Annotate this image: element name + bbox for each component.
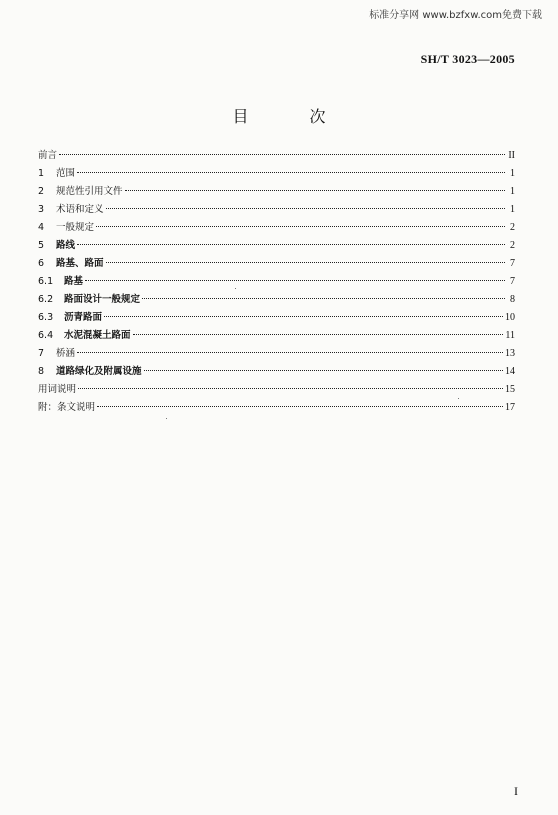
- dot-leader: [77, 352, 503, 353]
- dot-leader: [85, 280, 505, 281]
- toc-entry-number: 6.1: [38, 276, 54, 287]
- toc-entry-label: 规范性引用文件: [56, 186, 123, 197]
- toc-title: 目 次: [232, 107, 354, 126]
- toc-entry-number: 2: [38, 186, 45, 197]
- dot-leader: [59, 154, 505, 155]
- toc-entry-label: 范围: [56, 168, 76, 179]
- toc-entry-number: 4: [38, 222, 45, 233]
- toc-entry-page: 14: [505, 366, 515, 377]
- toc-entry-page: 13: [505, 348, 515, 359]
- watermark-text: 标准分享网 www.bzfxw.com免费下载: [369, 10, 542, 21]
- toc-entry-label: 一般规定: [56, 222, 95, 233]
- toc-entry-scope: [38, 165, 515, 183]
- dot-leader: [133, 334, 504, 335]
- toc-entry-number: 6.2: [38, 294, 54, 305]
- toc-entry-label: 前言: [38, 150, 58, 161]
- dot-leader: [106, 208, 505, 209]
- toc-entry-number: 8: [38, 366, 45, 377]
- toc-entry-number: 5: [38, 240, 45, 251]
- toc-entry-pavement-design: [38, 291, 515, 309]
- toc-entry-label: 用词说明: [38, 384, 77, 395]
- scan-speck: [235, 288, 236, 289]
- toc-entry-bridges-culverts: [38, 345, 515, 363]
- toc-entry-page: 15: [505, 384, 515, 395]
- page-number: I: [514, 784, 518, 798]
- toc-entry-clause-explanation: [38, 399, 515, 417]
- dot-leader: [125, 190, 505, 191]
- toc-entry-subgrade-pavement: [38, 255, 515, 273]
- toc-entry-foreword: [38, 147, 515, 165]
- toc-entry-subgrade: [38, 273, 515, 291]
- scan-speck: [458, 398, 459, 399]
- toc-entry-page: 7: [510, 276, 515, 287]
- toc-entry-label: 路面设计一般规定: [64, 294, 141, 305]
- toc-entry-page: 8: [510, 294, 515, 305]
- dot-leader: [77, 244, 505, 245]
- document-code: SH/T 3023—2005: [420, 52, 515, 66]
- table-of-contents: [38, 147, 515, 417]
- toc-entry-number: 7: [38, 348, 45, 359]
- scan-speck: [166, 418, 167, 419]
- toc-entry-number: 1: [38, 168, 45, 179]
- toc-entry-label: 路基: [64, 276, 84, 287]
- toc-entry-label: 桥涵: [56, 348, 76, 359]
- toc-entry-label: 道路绿化及附属设施: [56, 366, 142, 377]
- toc-entry-concrete-pavement: [38, 327, 515, 345]
- toc-entry-label: 沥青路面: [64, 312, 103, 323]
- toc-entry-label: 水泥混凝土路面: [64, 330, 131, 341]
- toc-entry-label: 术语和定义: [56, 204, 104, 215]
- dot-leader: [97, 406, 503, 407]
- toc-entry-label: 路线: [56, 240, 76, 251]
- toc-entry-page: 11: [505, 330, 515, 341]
- toc-entry-number: 6.4: [38, 330, 54, 341]
- toc-entry-page: 7: [510, 258, 515, 269]
- dot-leader: [144, 370, 503, 371]
- toc-entry-page: 17: [505, 402, 515, 413]
- toc-entry-general-provisions: [38, 219, 515, 237]
- dot-leader: [106, 262, 505, 263]
- dot-leader: [78, 388, 503, 389]
- toc-entry-route: [38, 237, 515, 255]
- toc-entry-terms-definitions: [38, 201, 515, 219]
- toc-entry-normative-references: [38, 183, 515, 201]
- toc-entry-page: 2: [510, 222, 515, 233]
- toc-entry-label: 附：条文说明: [38, 402, 96, 413]
- toc-entry-asphalt-pavement: [38, 309, 515, 327]
- dot-leader: [77, 172, 505, 173]
- toc-entry-number: 6.3: [38, 312, 54, 323]
- toc-entry-greening-facilities: [38, 363, 515, 381]
- toc-entry-page: 1: [510, 186, 515, 197]
- toc-entry-number: 3: [38, 204, 45, 215]
- toc-entry-wording-explanation: [38, 381, 515, 399]
- toc-entry-label: 路基、路面: [56, 258, 104, 269]
- toc-entry-page: II: [508, 150, 515, 161]
- toc-entry-page: 2: [510, 240, 515, 251]
- dot-leader: [142, 298, 505, 299]
- toc-entry-page: 10: [505, 312, 515, 323]
- dot-leader: [96, 226, 505, 227]
- toc-entry-page: 1: [510, 204, 515, 215]
- toc-entry-number: 6: [38, 258, 45, 269]
- dot-leader: [104, 316, 503, 317]
- toc-entry-page: 1: [510, 168, 515, 179]
